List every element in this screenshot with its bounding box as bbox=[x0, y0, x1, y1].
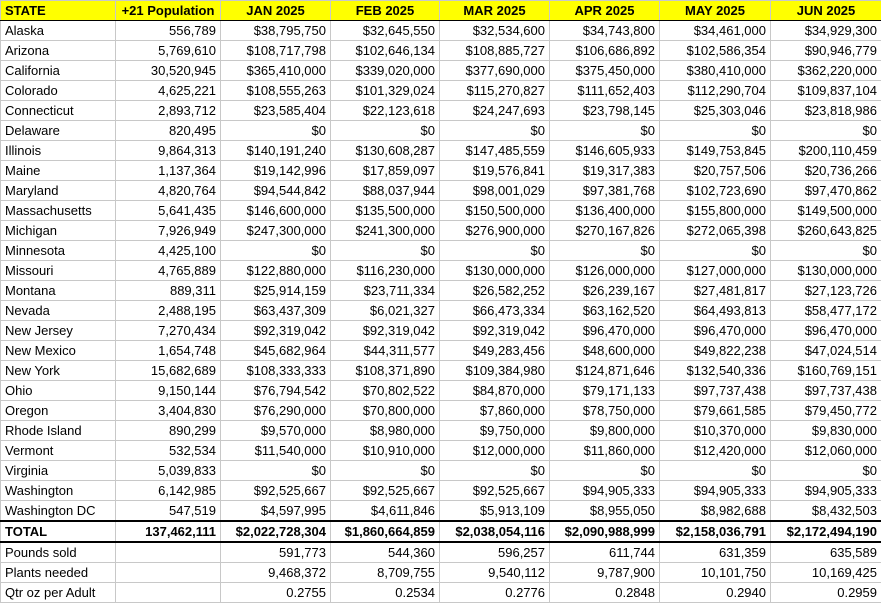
data-cell[interactable]: $94,905,333 bbox=[660, 481, 771, 501]
data-cell[interactable]: $109,384,980 bbox=[440, 361, 550, 381]
data-cell[interactable]: 890,299 bbox=[116, 421, 221, 441]
data-cell[interactable]: 4,625,221 bbox=[116, 81, 221, 101]
data-cell[interactable]: 591,773 bbox=[221, 542, 331, 563]
data-cell[interactable]: $146,600,000 bbox=[221, 201, 331, 221]
data-cell[interactable]: 10,169,425 bbox=[771, 563, 881, 583]
data-cell[interactable]: $377,690,000 bbox=[440, 61, 550, 81]
data-cell[interactable]: $124,871,646 bbox=[550, 361, 660, 381]
data-cell[interactable]: 9,468,372 bbox=[221, 563, 331, 583]
data-cell[interactable]: $76,290,000 bbox=[221, 401, 331, 421]
data-cell[interactable]: $11,540,000 bbox=[221, 441, 331, 461]
data-cell[interactable]: $272,065,398 bbox=[660, 221, 771, 241]
data-cell[interactable]: $8,980,000 bbox=[331, 421, 440, 441]
data-cell[interactable]: $17,859,097 bbox=[331, 161, 440, 181]
data-cell[interactable]: 5,769,610 bbox=[116, 41, 221, 61]
row-label-cell[interactable]: Virginia bbox=[1, 461, 116, 481]
data-cell[interactable]: 547,519 bbox=[116, 501, 221, 522]
data-cell[interactable]: $20,736,266 bbox=[771, 161, 881, 181]
data-cell[interactable]: $7,860,000 bbox=[440, 401, 550, 421]
data-cell[interactable]: $58,477,172 bbox=[771, 301, 881, 321]
row-label-cell[interactable]: Rhode Island bbox=[1, 421, 116, 441]
data-cell[interactable]: $132,540,336 bbox=[660, 361, 771, 381]
row-label-cell[interactable]: Nevada bbox=[1, 301, 116, 321]
data-cell[interactable]: $149,753,845 bbox=[660, 141, 771, 161]
data-cell[interactable]: $79,661,585 bbox=[660, 401, 771, 421]
total-may-cell[interactable]: $2,158,036,791 bbox=[660, 521, 771, 542]
row-label-cell[interactable]: California bbox=[1, 61, 116, 81]
data-cell[interactable]: $96,470,000 bbox=[660, 321, 771, 341]
data-cell[interactable]: $25,914,159 bbox=[221, 281, 331, 301]
data-cell[interactable]: $130,000,000 bbox=[440, 261, 550, 281]
data-cell[interactable]: $23,711,334 bbox=[331, 281, 440, 301]
header-cell-population[interactable]: +21 Population bbox=[116, 1, 221, 21]
table-row bbox=[1, 501, 881, 522]
data-cell[interactable] bbox=[116, 542, 221, 563]
data-cell[interactable]: $247,300,000 bbox=[221, 221, 331, 241]
data-cell[interactable]: $49,822,238 bbox=[660, 341, 771, 361]
data-cell[interactable]: $130,000,000 bbox=[771, 261, 881, 281]
data-cell[interactable]: $32,534,600 bbox=[440, 21, 550, 41]
row-label-cell[interactable]: Connecticut bbox=[1, 101, 116, 121]
data-cell[interactable]: $97,737,438 bbox=[771, 381, 881, 401]
data-cell[interactable]: $0 bbox=[440, 121, 550, 141]
data-cell[interactable]: $5,913,109 bbox=[440, 501, 550, 522]
row-label-cell[interactable]: New Jersey bbox=[1, 321, 116, 341]
header-cell-may[interactable]: MAY 2025 bbox=[660, 1, 771, 21]
data-cell[interactable]: $108,371,890 bbox=[331, 361, 440, 381]
table-row bbox=[1, 321, 881, 341]
data-cell[interactable]: $10,370,000 bbox=[660, 421, 771, 441]
data-cell[interactable]: $126,000,000 bbox=[550, 261, 660, 281]
data-cell[interactable]: $9,570,000 bbox=[221, 421, 331, 441]
data-cell[interactable]: $92,525,667 bbox=[440, 481, 550, 501]
data-cell[interactable]: $19,576,841 bbox=[440, 161, 550, 181]
data-cell[interactable]: $32,645,550 bbox=[331, 21, 440, 41]
data-cell[interactable]: $20,757,506 bbox=[660, 161, 771, 181]
data-cell[interactable]: $19,142,996 bbox=[221, 161, 331, 181]
table-row bbox=[1, 181, 881, 201]
data-cell[interactable]: $22,123,618 bbox=[331, 101, 440, 121]
data-cell[interactable]: $12,060,000 bbox=[771, 441, 881, 461]
table-row bbox=[1, 101, 881, 121]
data-cell[interactable]: $96,470,000 bbox=[771, 321, 881, 341]
row-label-cell[interactable]: Colorado bbox=[1, 81, 116, 101]
data-cell[interactable]: 30,520,945 bbox=[116, 61, 221, 81]
data-cell[interactable]: 820,495 bbox=[116, 121, 221, 141]
data-cell[interactable]: $108,717,798 bbox=[221, 41, 331, 61]
data-cell[interactable]: 889,311 bbox=[116, 281, 221, 301]
data-cell[interactable]: $48,600,000 bbox=[550, 341, 660, 361]
data-cell[interactable]: 0.2959 bbox=[771, 583, 881, 603]
summary-rows bbox=[1, 542, 881, 603]
data-cell[interactable]: $34,929,300 bbox=[771, 21, 881, 41]
data-cell[interactable]: $136,400,000 bbox=[550, 201, 660, 221]
table-row bbox=[1, 261, 881, 281]
data-cell[interactable]: $160,769,151 bbox=[771, 361, 881, 381]
data-cell[interactable]: $24,247,693 bbox=[440, 101, 550, 121]
data-cell[interactable]: $362,220,000 bbox=[771, 61, 881, 81]
data-cell[interactable]: 2,488,195 bbox=[116, 301, 221, 321]
data-cell[interactable]: 4,820,764 bbox=[116, 181, 221, 201]
data-cell[interactable]: 556,789 bbox=[116, 21, 221, 41]
data-cell[interactable]: 7,926,949 bbox=[116, 221, 221, 241]
data-cell[interactable]: $9,750,000 bbox=[440, 421, 550, 441]
data-cell[interactable]: $8,432,503 bbox=[771, 501, 881, 522]
data-cell[interactable]: $0 bbox=[660, 121, 771, 141]
data-cell[interactable]: $92,319,042 bbox=[440, 321, 550, 341]
data-cell[interactable]: $0 bbox=[440, 461, 550, 481]
data-cell[interactable]: $23,798,145 bbox=[550, 101, 660, 121]
data-cell[interactable]: $64,493,813 bbox=[660, 301, 771, 321]
total-jun-cell[interactable]: $2,172,494,190 bbox=[771, 521, 881, 542]
table-row bbox=[1, 421, 881, 441]
total-apr-cell[interactable]: $2,090,988,999 bbox=[550, 521, 660, 542]
row-label-cell[interactable]: Vermont bbox=[1, 441, 116, 461]
table-row bbox=[1, 401, 881, 421]
data-cell[interactable]: $26,582,252 bbox=[440, 281, 550, 301]
table-row bbox=[1, 361, 881, 381]
data-cell[interactable]: $94,905,333 bbox=[550, 481, 660, 501]
data-cell[interactable]: 544,360 bbox=[331, 542, 440, 563]
data-cell[interactable]: 4,425,100 bbox=[116, 241, 221, 261]
row-label-cell[interactable]: Oregon bbox=[1, 401, 116, 421]
data-cell[interactable]: $27,123,726 bbox=[771, 281, 881, 301]
data-cell[interactable]: $8,982,688 bbox=[660, 501, 771, 522]
table-row bbox=[1, 201, 881, 221]
data-cell[interactable]: $0 bbox=[660, 241, 771, 261]
table-row bbox=[1, 21, 881, 41]
total-population-cell[interactable]: 137,462,111 bbox=[116, 521, 221, 542]
data-cell[interactable]: $19,317,383 bbox=[550, 161, 660, 181]
data-cell[interactable]: $79,450,772 bbox=[771, 401, 881, 421]
table-row bbox=[1, 301, 881, 321]
data-cell[interactable]: $0 bbox=[550, 461, 660, 481]
data-cell[interactable]: $0 bbox=[440, 241, 550, 261]
header-cell-feb[interactable]: FEB 2025 bbox=[331, 1, 440, 21]
data-cell[interactable]: 5,039,833 bbox=[116, 461, 221, 481]
table-row bbox=[1, 381, 881, 401]
table-row bbox=[1, 121, 881, 141]
data-cell[interactable]: $260,643,825 bbox=[771, 221, 881, 241]
data-cell[interactable]: 635,589 bbox=[771, 542, 881, 563]
data-cell[interactable]: $12,000,000 bbox=[440, 441, 550, 461]
data-cell[interactable]: 532,534 bbox=[116, 441, 221, 461]
data-cell[interactable]: 2,893,712 bbox=[116, 101, 221, 121]
data-cell[interactable]: $34,461,000 bbox=[660, 21, 771, 41]
header-cell-jan[interactable]: JAN 2025 bbox=[221, 1, 331, 21]
data-cell[interactable] bbox=[116, 563, 221, 583]
row-label-cell[interactable]: Massachusetts bbox=[1, 201, 116, 221]
summary-row bbox=[1, 563, 881, 583]
data-cell[interactable]: $0 bbox=[331, 121, 440, 141]
data-cell[interactable]: $84,870,000 bbox=[440, 381, 550, 401]
data-cell[interactable]: 0.2755 bbox=[221, 583, 331, 603]
data-cell[interactable]: $108,333,333 bbox=[221, 361, 331, 381]
data-cell[interactable]: $4,611,846 bbox=[331, 501, 440, 522]
data-cell[interactable]: $130,608,287 bbox=[331, 141, 440, 161]
data-cell[interactable]: $339,020,000 bbox=[331, 61, 440, 81]
data-cell[interactable]: 0.2534 bbox=[331, 583, 440, 603]
row-label-cell[interactable]: Michigan bbox=[1, 221, 116, 241]
row-label-cell[interactable]: Ohio bbox=[1, 381, 116, 401]
data-cell[interactable]: $380,410,000 bbox=[660, 61, 771, 81]
table-row bbox=[1, 441, 881, 461]
data-cell[interactable]: $66,473,334 bbox=[440, 301, 550, 321]
data-cell[interactable]: $92,319,042 bbox=[331, 321, 440, 341]
data-cell[interactable]: 0.2848 bbox=[550, 583, 660, 603]
data-cell[interactable]: 1,654,748 bbox=[116, 341, 221, 361]
data-cell[interactable]: 0.2940 bbox=[660, 583, 771, 603]
data-cell[interactable]: $97,381,768 bbox=[550, 181, 660, 201]
data-cell[interactable]: $92,525,667 bbox=[221, 481, 331, 501]
data-cell[interactable]: $10,910,000 bbox=[331, 441, 440, 461]
row-label-cell[interactable]: New Mexico bbox=[1, 341, 116, 361]
data-cell[interactable]: $0 bbox=[550, 241, 660, 261]
table-row bbox=[1, 161, 881, 181]
data-cell[interactable]: $70,802,522 bbox=[331, 381, 440, 401]
row-label-cell[interactable]: Maryland bbox=[1, 181, 116, 201]
data-cell[interactable]: $23,818,986 bbox=[771, 101, 881, 121]
data-cell[interactable]: $115,270,827 bbox=[440, 81, 550, 101]
table-row bbox=[1, 241, 881, 261]
data-cell[interactable]: 9,150,144 bbox=[116, 381, 221, 401]
data-cell[interactable]: $4,597,995 bbox=[221, 501, 331, 522]
data-cell[interactable]: $112,290,704 bbox=[660, 81, 771, 101]
data-cell[interactable]: $78,750,000 bbox=[550, 401, 660, 421]
row-label-cell[interactable]: Minnesota bbox=[1, 241, 116, 261]
data-cell[interactable]: 7,270,434 bbox=[116, 321, 221, 341]
data-cell[interactable]: $92,319,042 bbox=[221, 321, 331, 341]
data-cell[interactable]: $116,230,000 bbox=[331, 261, 440, 281]
total-mar-cell[interactable]: $2,038,054,116 bbox=[440, 521, 550, 542]
data-cell[interactable]: $108,885,727 bbox=[440, 41, 550, 61]
data-cell[interactable]: $90,946,779 bbox=[771, 41, 881, 61]
data-cell[interactable]: $97,737,438 bbox=[660, 381, 771, 401]
table-row bbox=[1, 81, 881, 101]
data-cell[interactable]: 4,765,889 bbox=[116, 261, 221, 281]
table-row bbox=[1, 281, 881, 301]
data-cell[interactable]: $241,300,000 bbox=[331, 221, 440, 241]
data-cell[interactable]: 10,101,750 bbox=[660, 563, 771, 583]
data-cell[interactable]: $135,500,000 bbox=[331, 201, 440, 221]
data-cell[interactable]: 9,540,112 bbox=[440, 563, 550, 583]
table-row bbox=[1, 481, 881, 501]
data-cell[interactable]: 3,404,830 bbox=[116, 401, 221, 421]
data-cell[interactable]: 596,257 bbox=[440, 542, 550, 563]
row-label-cell[interactable]: Illinois bbox=[1, 141, 116, 161]
row-label-cell[interactable]: Montana bbox=[1, 281, 116, 301]
data-cell[interactable]: $45,682,964 bbox=[221, 341, 331, 361]
data-cell[interactable]: $0 bbox=[221, 121, 331, 141]
data-cell[interactable]: 0.2776 bbox=[440, 583, 550, 603]
data-cell[interactable]: $150,500,000 bbox=[440, 201, 550, 221]
data-cell[interactable]: $111,652,403 bbox=[550, 81, 660, 101]
data-cell[interactable]: $102,723,690 bbox=[660, 181, 771, 201]
data-cell[interactable]: $6,021,327 bbox=[331, 301, 440, 321]
data-cell[interactable]: $0 bbox=[550, 121, 660, 141]
state-rows bbox=[1, 21, 881, 522]
total-label-cell[interactable]: TOTAL bbox=[1, 521, 116, 542]
data-cell[interactable]: $101,329,024 bbox=[331, 81, 440, 101]
data-cell[interactable]: $0 bbox=[221, 241, 331, 261]
row-label-cell[interactable]: Delaware bbox=[1, 121, 116, 141]
data-cell[interactable]: $79,171,133 bbox=[550, 381, 660, 401]
row-label-cell[interactable]: Alaska bbox=[1, 21, 116, 41]
row-label-cell[interactable]: Maine bbox=[1, 161, 116, 181]
table-row bbox=[1, 221, 881, 241]
data-cell[interactable]: $92,525,667 bbox=[331, 481, 440, 501]
data-cell[interactable]: $97,470,862 bbox=[771, 181, 881, 201]
header-cell-apr[interactable]: APR 2025 bbox=[550, 1, 660, 21]
table-row bbox=[1, 41, 881, 61]
data-cell[interactable]: $146,605,933 bbox=[550, 141, 660, 161]
data-cell[interactable]: $94,544,842 bbox=[221, 181, 331, 201]
data-cell[interactable]: $0 bbox=[771, 121, 881, 141]
table-row bbox=[1, 461, 881, 481]
data-cell[interactable]: $27,481,817 bbox=[660, 281, 771, 301]
data-cell[interactable]: $106,686,892 bbox=[550, 41, 660, 61]
summary-row bbox=[1, 583, 881, 603]
data-cell[interactable]: $12,420,000 bbox=[660, 441, 771, 461]
data-cell[interactable]: 5,641,435 bbox=[116, 201, 221, 221]
data-cell[interactable]: $200,110,459 bbox=[771, 141, 881, 161]
data-cell[interactable]: $149,500,000 bbox=[771, 201, 881, 221]
header-cell-state[interactable]: STATE bbox=[1, 1, 116, 21]
data-cell[interactable]: 8,709,755 bbox=[331, 563, 440, 583]
row-label-cell[interactable]: Washington bbox=[1, 481, 116, 501]
data-cell[interactable]: 15,682,689 bbox=[116, 361, 221, 381]
data-cell[interactable]: $96,470,000 bbox=[550, 321, 660, 341]
data-cell[interactable]: $98,001,029 bbox=[440, 181, 550, 201]
data-cell[interactable]: $122,880,000 bbox=[221, 261, 331, 281]
data-cell[interactable]: $375,450,000 bbox=[550, 61, 660, 81]
data-cell[interactable]: $34,743,800 bbox=[550, 21, 660, 41]
data-cell[interactable]: $0 bbox=[331, 241, 440, 261]
table-row bbox=[1, 141, 881, 161]
data-cell[interactable]: $270,167,826 bbox=[550, 221, 660, 241]
data-cell[interactable]: $102,646,134 bbox=[331, 41, 440, 61]
row-label-cell[interactable]: New York bbox=[1, 361, 116, 381]
data-cell[interactable]: $76,794,542 bbox=[221, 381, 331, 401]
data-cell[interactable] bbox=[116, 583, 221, 603]
data-cell[interactable]: $9,800,000 bbox=[550, 421, 660, 441]
table-row bbox=[1, 341, 881, 361]
data-cell[interactable]: $63,437,309 bbox=[221, 301, 331, 321]
data-cell[interactable]: $94,905,333 bbox=[771, 481, 881, 501]
data-cell[interactable]: $25,303,046 bbox=[660, 101, 771, 121]
data-cell[interactable]: $0 bbox=[660, 461, 771, 481]
data-cell[interactable]: 631,359 bbox=[660, 542, 771, 563]
data-cell[interactable]: 6,142,985 bbox=[116, 481, 221, 501]
row-label-cell[interactable]: Plants needed bbox=[1, 563, 116, 583]
data-cell[interactable]: $127,000,000 bbox=[660, 261, 771, 281]
data-cell[interactable]: $0 bbox=[331, 461, 440, 481]
header-row bbox=[1, 1, 881, 21]
data-cell[interactable]: $11,860,000 bbox=[550, 441, 660, 461]
table-row bbox=[1, 61, 881, 81]
data-cell[interactable]: $109,837,104 bbox=[771, 81, 881, 101]
data-cell[interactable]: $23,585,404 bbox=[221, 101, 331, 121]
data-cell[interactable]: $276,900,000 bbox=[440, 221, 550, 241]
data-cell[interactable]: $26,239,167 bbox=[550, 281, 660, 301]
row-label-cell[interactable]: Washington DC bbox=[1, 501, 116, 522]
data-cell[interactable]: $155,800,000 bbox=[660, 201, 771, 221]
data-cell[interactable]: $8,955,050 bbox=[550, 501, 660, 522]
data-cell[interactable]: $102,586,354 bbox=[660, 41, 771, 61]
data-cell[interactable]: $365,410,000 bbox=[221, 61, 331, 81]
row-label-cell[interactable]: Qtr oz per Adult bbox=[1, 583, 116, 603]
summary-row bbox=[1, 542, 881, 563]
data-cell[interactable]: $9,830,000 bbox=[771, 421, 881, 441]
data-cell[interactable]: $0 bbox=[221, 461, 331, 481]
data-cell[interactable]: $44,311,577 bbox=[331, 341, 440, 361]
data-cell[interactable]: $147,485,559 bbox=[440, 141, 550, 161]
data-cell[interactable]: $47,024,514 bbox=[771, 341, 881, 361]
data-cell[interactable]: $140,191,240 bbox=[221, 141, 331, 161]
header-cell-mar[interactable]: MAR 2025 bbox=[440, 1, 550, 21]
data-cell[interactable]: 1,137,364 bbox=[116, 161, 221, 181]
row-label-cell[interactable]: Arizona bbox=[1, 41, 116, 61]
row-label-cell[interactable]: Pounds sold bbox=[1, 542, 116, 563]
total-jan-cell[interactable]: $2,022,728,304 bbox=[221, 521, 331, 542]
total-feb-cell[interactable]: $1,860,664,859 bbox=[331, 521, 440, 542]
data-cell[interactable]: $63,162,520 bbox=[550, 301, 660, 321]
data-cell[interactable]: $88,037,944 bbox=[331, 181, 440, 201]
data-cell[interactable]: $0 bbox=[771, 241, 881, 261]
row-label-cell[interactable]: Missouri bbox=[1, 261, 116, 281]
data-cell[interactable]: 9,864,313 bbox=[116, 141, 221, 161]
total-row bbox=[1, 521, 881, 542]
data-cell[interactable]: $108,555,263 bbox=[221, 81, 331, 101]
header-cell-jun[interactable]: JUN 2025 bbox=[771, 1, 881, 21]
data-cell[interactable]: $70,800,000 bbox=[331, 401, 440, 421]
data-cell[interactable]: $38,795,750 bbox=[221, 21, 331, 41]
data-cell[interactable]: $49,283,456 bbox=[440, 341, 550, 361]
data-cell[interactable]: 9,787,900 bbox=[550, 563, 660, 583]
data-cell[interactable]: 611,744 bbox=[550, 542, 660, 563]
data-cell[interactable]: $0 bbox=[771, 461, 881, 481]
